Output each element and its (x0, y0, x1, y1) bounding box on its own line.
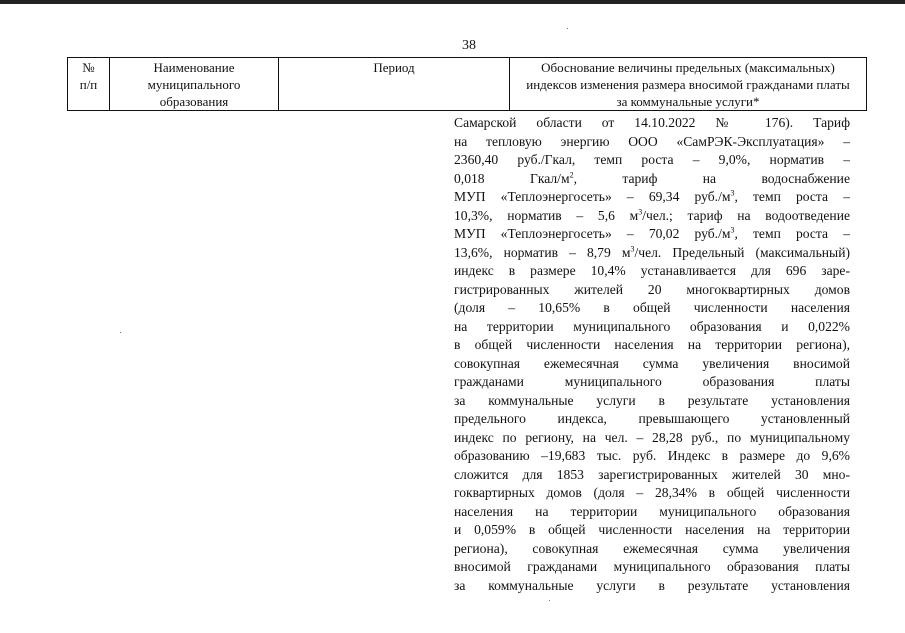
table-header-row (67, 57, 867, 111)
paragraph-line: на территории муниципального образования и 0,022% (454, 318, 850, 334)
page-number: 38 (462, 38, 476, 53)
paragraph-line: 0,018 Гкал/$м^2$, тариф на водоснабжение (454, 169, 850, 186)
paragraph-line: 13,6%, норматив – 8,79 $м^3$/чел. Предельный (максимальный) (454, 243, 850, 260)
header-cell-municipality: Наименование муниципального образования (110, 58, 279, 110)
scan-speck (567, 28, 568, 29)
paragraph-line: вносимой гражданами муниципального образования платы (454, 559, 850, 574)
paragraph-line: образованию –19,683 тыс. руб. Индекс в размере до 9,6% (454, 448, 850, 463)
paragraph-line: сложится для 1853 зарегистрированных жителей 30 мно- (454, 466, 850, 482)
paragraph-line: предельного индекса, превышающего установленный (454, 411, 850, 426)
paragraph-line: индекс по региону, на чел. – 28,28 руб., по муниципальному (454, 429, 850, 445)
paragraph-line: Самарской области от 14.10.2022 № 176). Тариф (454, 115, 850, 130)
paragraph-line: гражданами муниципального образования платы (454, 374, 850, 389)
basis-paragraph (454, 114, 850, 595)
paragraph-line: на тепловую энергию ООО «СамРЭК-Эксплуатация» – (454, 133, 850, 149)
paragraph-line: 10,3%, норматив – 5,6 $м^3$/чел.; тариф на водоотведение (454, 206, 850, 223)
header-cell-period: Период (279, 58, 510, 110)
scan-speck (120, 332, 121, 333)
header-cell-number: № п/п (68, 58, 110, 110)
paragraph-line: совокупная ежемесячная сумма увеличения вносимой (454, 355, 850, 371)
paragraph-line: региона), совокупная ежемесячная сумма увеличения (454, 540, 850, 556)
header-cell-basis: Обоснование величины предельных (максимальных) индексов изменения размера вносимой гражданами платы за коммунальные услуги* (526, 60, 850, 109)
paragraph-line: гистрированных жителей 20 многоквартирных домов (454, 281, 850, 297)
paragraph-line: 2360,40 руб./Гкал, темп роста – 9,0%, норматив – (454, 152, 850, 167)
paragraph-line: (доля – 10,65% в общей численности населения (454, 300, 850, 315)
paragraph-line: за коммунальные услуги в результате установления (454, 392, 850, 408)
paragraph-line: населения на территории муниципального образования (454, 503, 850, 519)
paragraph-line: МУП «Теплоэнергосеть» – 70,02 $руб./м^3$, темп роста – (454, 225, 850, 241)
paragraph-line: и 0,059% в общей численности населения на территории (454, 522, 850, 537)
paragraph-line: МУП «Теплоэнергосеть» – 69,34 $руб./м^3$, темп роста – (454, 188, 850, 204)
paragraph-line: индекс в размере 10,4% устанавливается для 696 заре- (454, 263, 850, 278)
paragraph-line: в общей численности населения на территории региона), (454, 337, 850, 352)
paragraph-line: за коммунальные услуги в результате установления (454, 577, 850, 593)
paragraph-line: гоквартирных домов (доля – 28,34% в общей численности (454, 485, 850, 500)
scan-top-edge (0, 0, 905, 4)
scan-speck (549, 600, 550, 601)
